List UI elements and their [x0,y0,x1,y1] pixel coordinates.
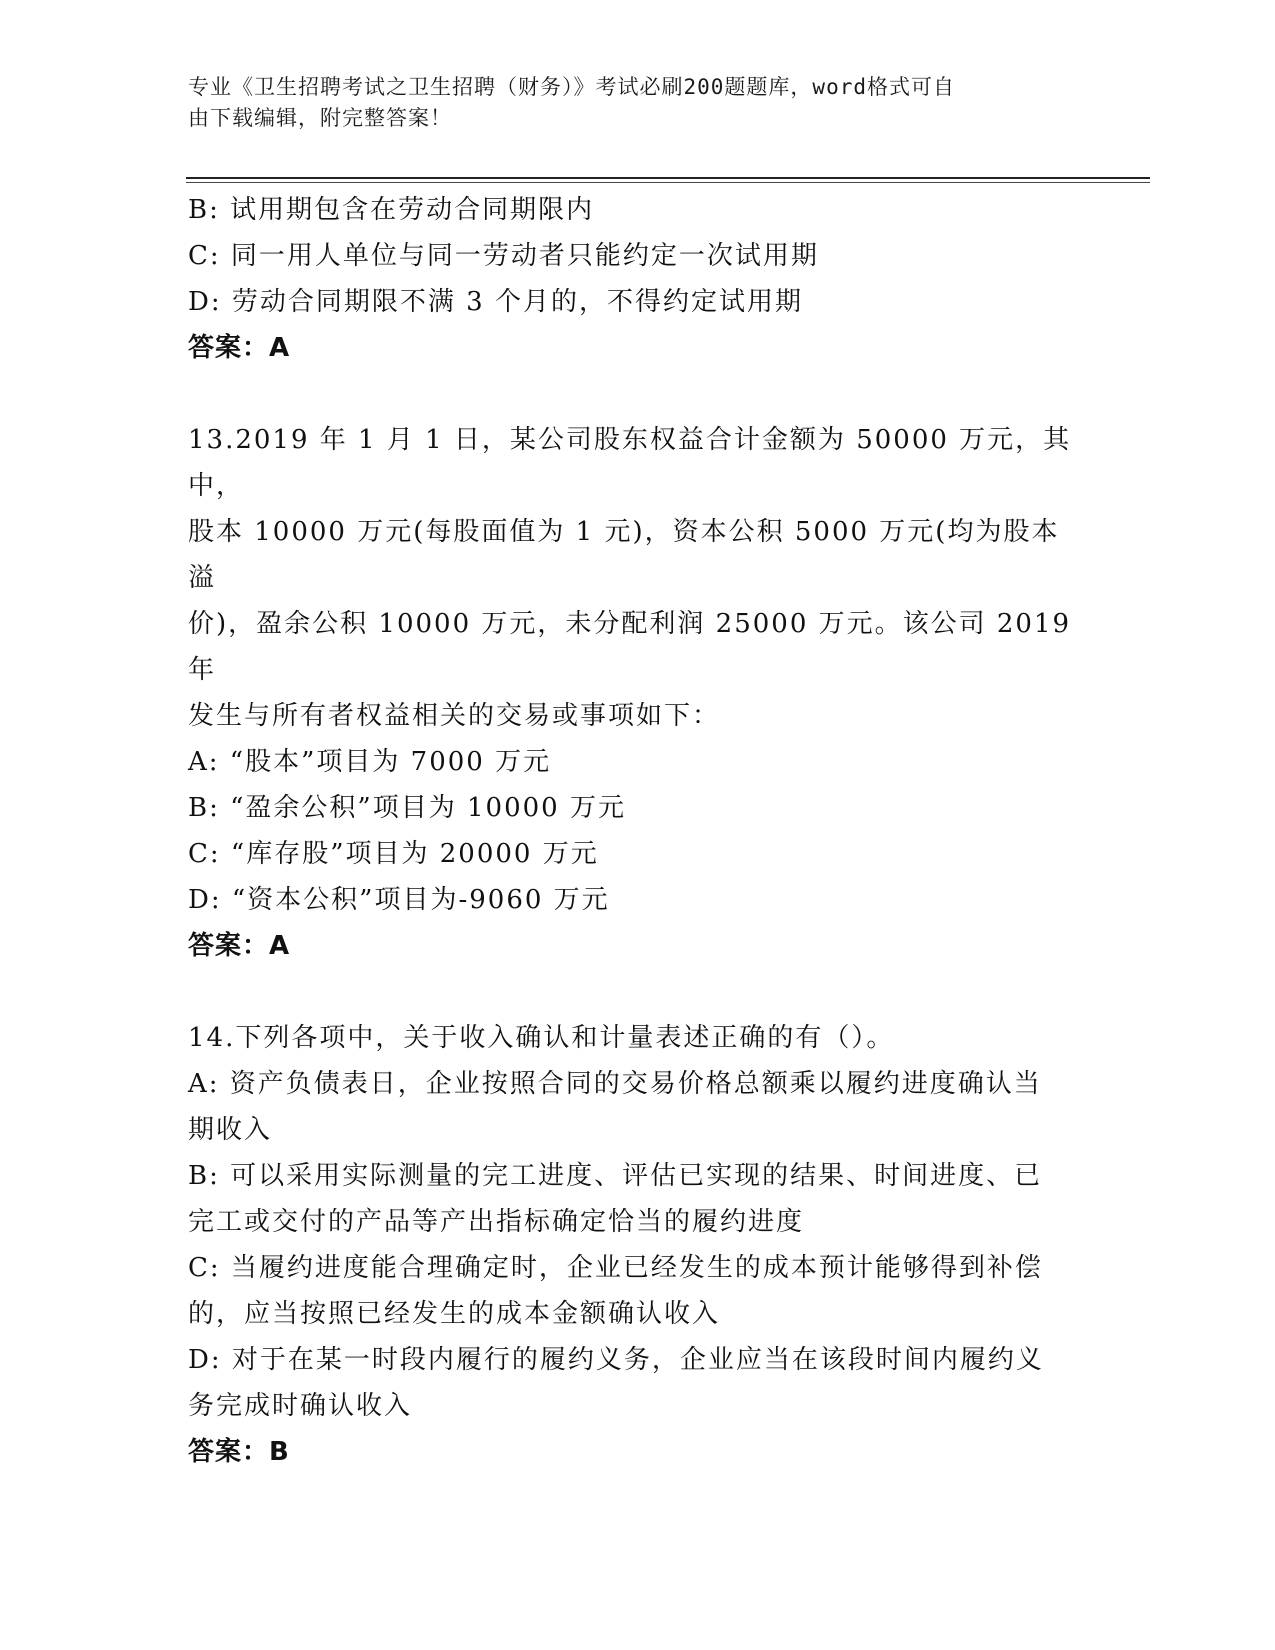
q14-option-a-line-2: 期收入 [188,1115,273,1145]
q13-stem-line-1: 13.2019 年 1 月 1 日，某公司股东权益合计金额为 50000 万元，其中， [188,425,1072,501]
q14-option-d-line-1: D: 对于在某一时段内履行的履约义务，企业应当在该段时间内履约义 [188,1345,1044,1375]
q14-option-d-line-2: 务完成时确认收入 [188,1391,413,1421]
q12-answer: 答案：A [188,333,291,363]
header-divider-thin [186,182,1150,183]
spacer [188,969,1078,1015]
q13-answer: 答案：A [188,931,291,961]
q13-stem-line-4: 发生与所有者权益相关的交易或事项如下： [188,701,721,731]
header-line-2: 由下载编辑，附完整答案！ [188,106,452,130]
q14-option-c-line-2: 的，应当按照已经发生的成本金额确认收入 [188,1299,721,1329]
q13-option-d: D: “资本公积”项目为-9060 万元 [188,885,610,915]
question-12-tail [188,187,1078,371]
q13-option-c: C: “库存股”项目为 20000 万元 [188,839,599,869]
question-13 [188,417,1078,969]
q12-option-c: C: 同一用人单位与同一劳动者只能约定一次试用期 [188,241,819,271]
q12-option-b: B: 试用期包含在劳动合同期限内 [188,195,595,225]
q14-option-c-line-1: C: 当履约进度能合理确定时，企业已经发生的成本预计能够得到补偿 [188,1253,1043,1283]
header-divider-thick [186,177,1150,179]
q13-option-a: A: “股本”项目为 7000 万元 [188,747,552,777]
header-line-1: 专业《卫生招聘考试之卫生招聘（财务）》考试必刷200题题库，word格式可自 [188,75,955,99]
q13-option-b: B: “盈余公积”项目为 10000 万元 [188,793,626,823]
document-body [188,187,1078,1475]
q12-option-d: D: 劳动合同期限不满 3 个月的，不得约定试用期 [188,287,803,317]
q14-stem: 14.下列各项中，关于收入确认和计量表述正确的有（）。 [188,1023,895,1053]
q13-stem-line-2: 股本 10000 万元(每股面值为 1 元)，资本公积 5000 万元(均为股本溢 [188,517,1060,593]
q13-stem-line-3: 价)，盈余公积 10000 万元，未分配利润 25000 万元。该公司 2019 年 [188,609,1072,685]
q14-answer: 答案：B [188,1437,290,1467]
q14-option-b-line-1: B: 可以采用实际测量的完工进度、评估已实现的结果、时间进度、已 [188,1161,1043,1191]
q14-option-b-line-2: 完工或交付的产品等产出指标确定恰当的履约进度 [188,1207,805,1237]
spacer [188,371,1078,417]
document-header [188,72,1068,134]
question-14 [188,1015,1078,1475]
q14-option-a-line-1: A: 资产负债表日，企业按照合同的交易价格总额乘以履约进度确认当 [188,1069,1042,1099]
